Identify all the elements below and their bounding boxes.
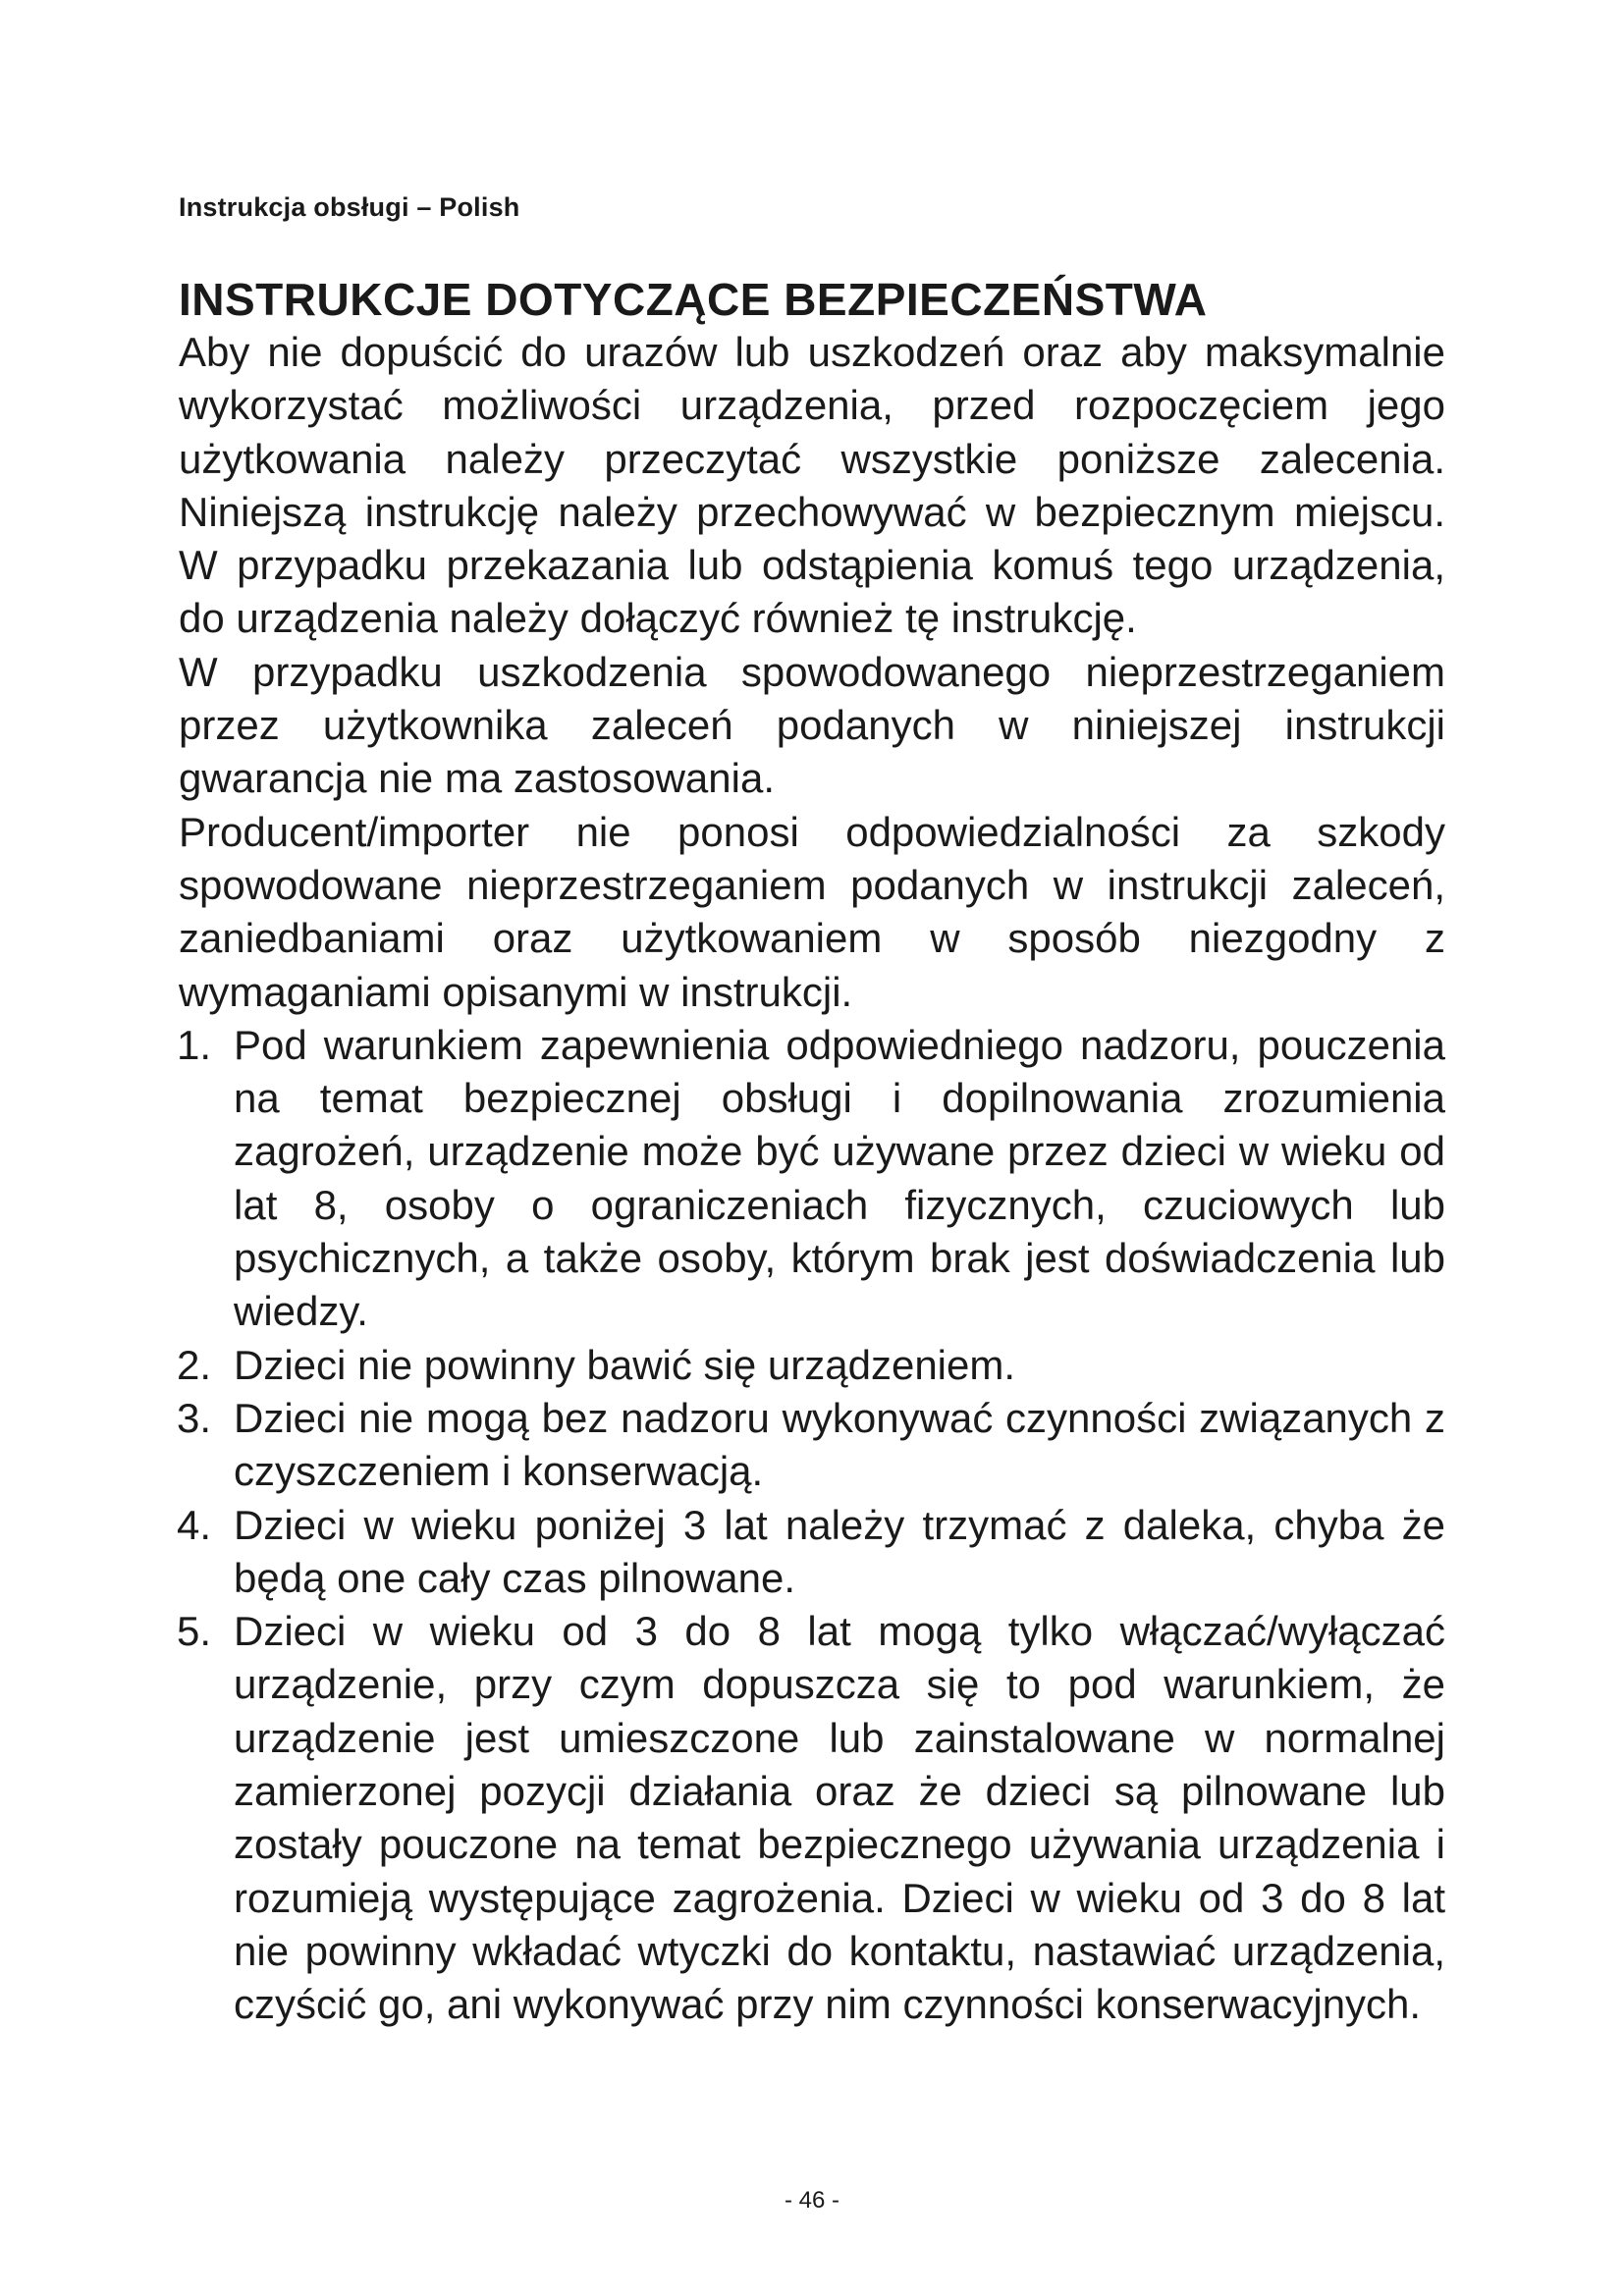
list-item-number: 5.	[177, 1608, 212, 1655]
manual-language-header: Instrukcja obsługi – Polish	[179, 192, 520, 222]
page-number: - 46 -	[784, 2187, 839, 2214]
list-item	[179, 1392, 1445, 1499]
intro-paragraph: Aby nie dopuścić do urazów lub uszkodzeń oraz aby maksymalnie wykorzystać możliwości urządzenia, przed rozpoczęciem jego użytkowania należy przeczytać wszystkie poniższe zalecenia. Niniejszą instrukcję należy przechowywać w bezpiecznym miejscu. W przypadku przekazania lub odstąpienia komuś tego urządzenia, do urządzenia należy dołączyć również tę instrukcję.	[179, 329, 1445, 642]
list-item-text: Dzieci w wieku poniżej 3 lat należy trzymać z daleka, chyba że będą one cały czas pilnowane.	[234, 1501, 1445, 1601]
warranty-paragraph: W przypadku uszkodzenia spowodowanego nieprzestrzeganiem przez użytkownika zaleceń podanych w niniejszej instrukcji gwarancja nie ma zastosowania.	[179, 648, 1445, 802]
section-title: INSTRUKCJE DOTYCZĄCE BEZPIECZEŃSTWA	[179, 274, 1208, 325]
list-item	[179, 1605, 1445, 2031]
list-item-number: 1.	[177, 1021, 212, 1068]
list-item-number: 4.	[177, 1501, 212, 1548]
liability-paragraph: Producent/importer nie ponosi odpowiedzialności za szkody spowodowane nieprzestrzeganiem podanych w instrukcji zaleceń, zaniedbaniami oraz użytkowaniem w sposób niezgodny z wymaganiami opisanymi w instrukcji.	[179, 808, 1445, 1015]
list-item-text: Pod warunkiem zapewnienia odpowiedniego nadzoru, pouczenia na temat bezpiecznej obsługi i dopilnowania zrozumienia zagrożeń, urządzenie może być używane przez dzieci w wieku od lat 8, osoby o ograniczeniach fizycznych, czuciowych lub psychicznych, a także osoby, którym brak jest doświadczenia lub wiedzy.	[234, 1021, 1445, 1335]
list-item-number: 2.	[177, 1341, 212, 1388]
list-item-number: 3.	[177, 1394, 212, 1441]
list-item-text: Dzieci nie powinny bawić się urządzeniem.	[234, 1341, 1016, 1388]
list-item	[179, 1499, 1445, 1606]
list-item	[179, 1019, 1445, 1339]
safety-instructions-section	[179, 273, 1445, 2032]
list-item-text: Dzieci nie mogą bez nadzoru wykonywać czynności związanych z czyszczeniem i konserwacją.	[234, 1394, 1445, 1495]
list-item	[179, 1339, 1445, 1392]
safety-list	[179, 1019, 1445, 2032]
list-item-text: Dzieci w wieku od 3 do 8 lat mogą tylko włączać/wyłączać urządzenie, przy czym dopuszcza się to pod warunkiem, że urządzenie jest umieszczone lub zainstalowane w normalnej zamierzonej pozycji działania oraz że dzieci są pilnowane lub zostały pouczone na temat bezpiecznego używania urządzenia i rozumieją występujące zagrożenia. Dzieci w wieku od 3 do 8 lat nie powinny wkładać wtyczki do kontaktu, nastawiać urządzenia, czyścić go, ani wykonywać przy nim czynności konserwacyjnych.	[234, 1608, 1445, 2028]
